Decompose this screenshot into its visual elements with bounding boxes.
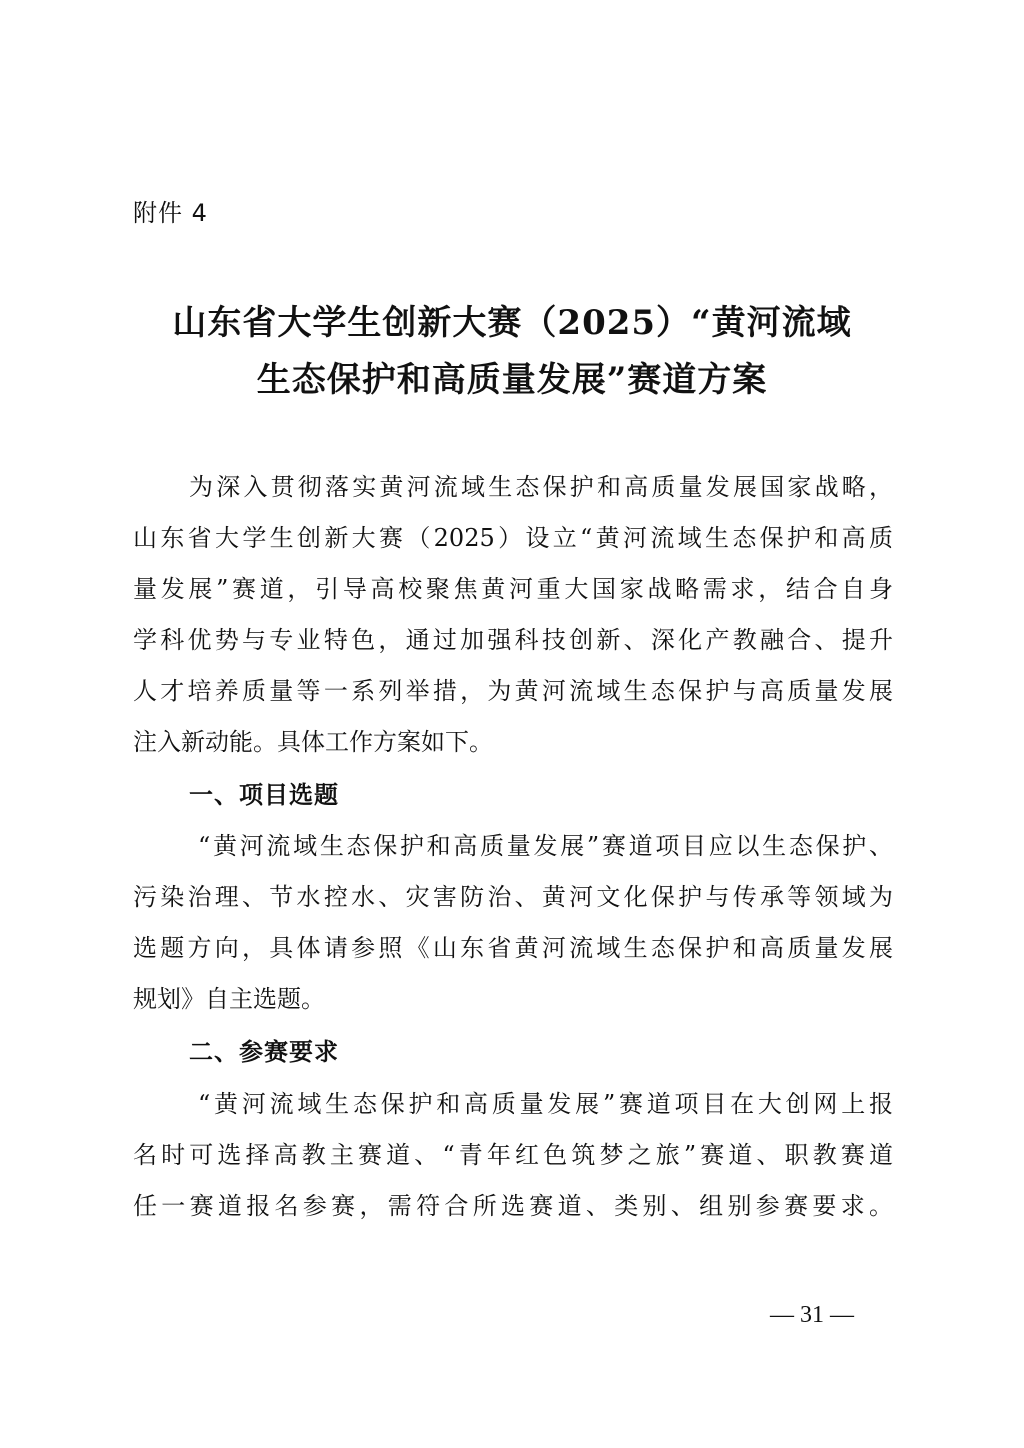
document-title-line-1: 山东省大学生创新大赛（2025）“黄河流域 xyxy=(172,303,852,343)
section-1-line: 规划》自主选题。 xyxy=(133,985,325,1013)
attachment-label: 附件 4 xyxy=(133,199,208,227)
section-2-heading: 二、参赛要求 xyxy=(189,1038,339,1066)
section-1-line: 污染治理、节水控水、灾害防治、黄河文化保护与传承等领域为 xyxy=(133,883,893,911)
intro-paragraph-line: 为深入贯彻落实黄河流域生态保护和高质量发展国家战略， xyxy=(189,473,893,501)
intro-paragraph-line: 注入新动能。具体工作方案如下。 xyxy=(133,728,493,756)
page-number: — 31 — xyxy=(770,1302,854,1328)
section-2-line: 名时可选择高教主赛道、“青年红色筑梦之旅”赛道、职教赛道 xyxy=(133,1141,893,1169)
intro-paragraph-line: 山东省大学生创新大赛（2025）设立“黄河流域生态保护和高质 xyxy=(133,524,893,552)
section-1-heading: 一、项目选题 xyxy=(189,781,339,809)
intro-paragraph-line: 学科优势与专业特色，通过加强科技创新、深化产教融合、提升 xyxy=(133,626,893,654)
section-1-line: “黄河流域生态保护和高质量发展”赛道项目应以生态保护、 xyxy=(198,832,893,860)
intro-paragraph-line: 人才培养质量等一系列举措，为黄河流域生态保护与高质量发展 xyxy=(133,677,893,705)
section-2-line: “黄河流域生态保护和高质量发展”赛道项目在大创网上报 xyxy=(198,1090,893,1118)
section-2-line: 任一赛道报名参赛，需符合所选赛道、类别、组别参赛要求。 xyxy=(133,1192,893,1220)
intro-paragraph-line: 量发展”赛道，引导高校聚焦黄河重大国家战略需求，结合自身 xyxy=(133,575,893,603)
document-title-line-2: 生态保护和高质量发展”赛道方案 xyxy=(256,360,768,400)
section-1-line: 选题方向，具体请参照《山东省黄河流域生态保护和高质量发展 xyxy=(133,934,893,962)
